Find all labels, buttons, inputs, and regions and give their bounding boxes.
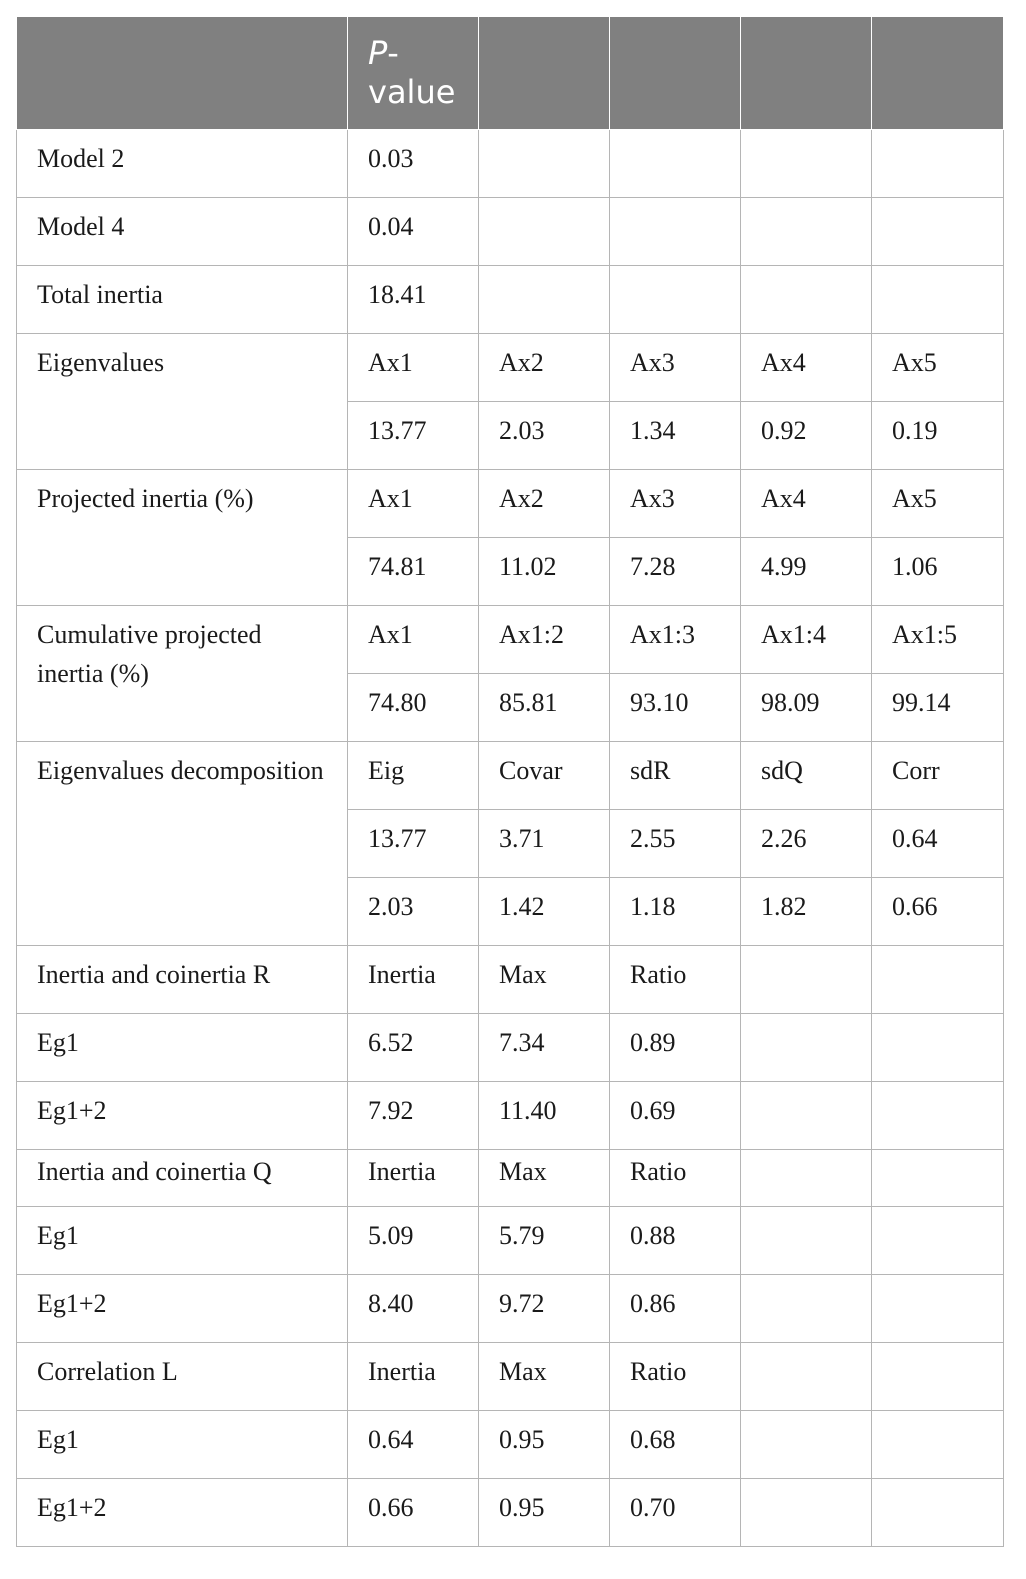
row-label: Eg1 (17, 1014, 348, 1082)
table-row (17, 1082, 1004, 1150)
empty-cell (741, 1479, 872, 1547)
empty-cell (872, 1411, 1004, 1479)
column-header: Corr (872, 742, 1004, 810)
cell-value: 74.80 (348, 674, 479, 742)
row-label: Eg1 (17, 1207, 348, 1275)
column-header: sdQ (741, 742, 872, 810)
header-cell (741, 17, 872, 130)
axis-header: Ax3 (610, 470, 741, 538)
empty-cell (872, 198, 1004, 266)
row-label: Correlation L (17, 1343, 348, 1411)
row-label: Eg1+2 (17, 1479, 348, 1547)
cell-value: 0.03 (348, 130, 479, 198)
axis-header: Ax1:4 (741, 606, 872, 674)
empty-cell (741, 130, 872, 198)
cell-value: 0.64 (872, 810, 1004, 878)
table-row (17, 1479, 1004, 1547)
empty-cell (479, 266, 610, 334)
empty-cell (872, 266, 1004, 334)
table-row (17, 470, 1004, 538)
column-header: sdR (610, 742, 741, 810)
column-header: Inertia (348, 1343, 479, 1411)
table-row (17, 266, 1004, 334)
cell-value: 0.92 (741, 402, 872, 470)
cell-value: 9.72 (479, 1275, 610, 1343)
cell-value: 13.77 (348, 402, 479, 470)
axis-header: Ax3 (610, 334, 741, 402)
table-row (17, 606, 1004, 674)
axis-header: Ax1:5 (872, 606, 1004, 674)
axis-header: Ax1 (348, 470, 479, 538)
cell-value: 0.86 (610, 1275, 741, 1343)
cell-value: 0.89 (610, 1014, 741, 1082)
empty-cell (872, 1207, 1004, 1275)
row-label: Eg1+2 (17, 1275, 348, 1343)
statistics-table (16, 16, 1004, 1547)
row-label: Eg1 (17, 1411, 348, 1479)
table-row (17, 1207, 1004, 1275)
header-pvalue (348, 17, 479, 130)
table-row (17, 1275, 1004, 1343)
cell-value: 2.03 (348, 878, 479, 946)
column-header: Ratio (610, 1343, 741, 1411)
table-row (17, 1411, 1004, 1479)
cell-value: 1.42 (479, 878, 610, 946)
axis-header: Ax1:2 (479, 606, 610, 674)
axis-header: Ax2 (479, 470, 610, 538)
cell-value: 4.99 (741, 538, 872, 606)
cell-value: 0.66 (872, 878, 1004, 946)
cell-value: 7.92 (348, 1082, 479, 1150)
cell-value: 99.14 (872, 674, 1004, 742)
empty-cell (741, 198, 872, 266)
table-row (17, 198, 1004, 266)
empty-cell (610, 198, 741, 266)
column-header: Max (479, 1343, 610, 1411)
cell-value: 0.19 (872, 402, 1004, 470)
empty-cell (741, 1014, 872, 1082)
axis-header: Ax5 (872, 334, 1004, 402)
row-label: Eigenvalues decomposition (17, 742, 348, 946)
axis-header: Ax4 (741, 470, 872, 538)
column-header: Covar (479, 742, 610, 810)
column-header: Inertia (348, 946, 479, 1014)
header-cell (479, 17, 610, 130)
empty-cell (741, 1082, 872, 1150)
cell-value: 0.69 (610, 1082, 741, 1150)
cell-value: 2.03 (479, 402, 610, 470)
empty-cell (741, 1207, 872, 1275)
row-label: Cumulative projected inertia (%) (17, 606, 348, 742)
axis-header: Ax5 (872, 470, 1004, 538)
cell-value: 1.18 (610, 878, 741, 946)
axis-header: Ax4 (741, 334, 872, 402)
cell-value: 5.09 (348, 1207, 479, 1275)
header-row (17, 17, 1004, 130)
cell-value: 85.81 (479, 674, 610, 742)
empty-cell (872, 1014, 1004, 1082)
cell-value: 2.55 (610, 810, 741, 878)
empty-cell (741, 1275, 872, 1343)
column-header: Max (479, 1150, 610, 1207)
cell-value: 2.26 (741, 810, 872, 878)
empty-cell (479, 130, 610, 198)
cell-value: 0.95 (479, 1479, 610, 1547)
table-row (17, 742, 1004, 810)
cell-value: 7.34 (479, 1014, 610, 1082)
cell-value: 98.09 (741, 674, 872, 742)
row-label: Inertia and coinertia R (17, 946, 348, 1014)
column-header: Ratio (610, 1150, 741, 1207)
column-header: Eig (348, 742, 479, 810)
row-label: Eigenvalues (17, 334, 348, 470)
table-row (17, 1150, 1004, 1207)
empty-cell (872, 1150, 1004, 1207)
empty-cell (741, 1343, 872, 1411)
cell-value: 3.71 (479, 810, 610, 878)
empty-cell (741, 1411, 872, 1479)
empty-cell (741, 946, 872, 1014)
cell-value: 0.88 (610, 1207, 741, 1275)
axis-header: Ax1 (348, 606, 479, 674)
cell-value: 1.06 (872, 538, 1004, 606)
cell-value: 0.95 (479, 1411, 610, 1479)
empty-cell (741, 1150, 872, 1207)
cell-value: 74.81 (348, 538, 479, 606)
row-label: Model 4 (17, 198, 348, 266)
empty-cell (610, 266, 741, 334)
row-label: Eg1+2 (17, 1082, 348, 1150)
empty-cell (741, 266, 872, 334)
cell-value: 18.41 (348, 266, 479, 334)
cell-value: 6.52 (348, 1014, 479, 1082)
pvalue-rest: -value (368, 34, 456, 111)
row-label: Inertia and coinertia Q (17, 1150, 348, 1207)
row-label: Model 2 (17, 130, 348, 198)
cell-value: 0.64 (348, 1411, 479, 1479)
table-row (17, 130, 1004, 198)
cell-value: 0.70 (610, 1479, 741, 1547)
cell-value: 5.79 (479, 1207, 610, 1275)
empty-cell (872, 1479, 1004, 1547)
cell-value: 7.28 (610, 538, 741, 606)
cell-value: 1.82 (741, 878, 872, 946)
row-label: Total inertia (17, 266, 348, 334)
empty-cell (610, 130, 741, 198)
header-cell (872, 17, 1004, 130)
column-header: Max (479, 946, 610, 1014)
axis-header: Ax1:3 (610, 606, 741, 674)
row-label: Projected inertia (%) (17, 470, 348, 606)
axis-header: Ax2 (479, 334, 610, 402)
column-header: Ratio (610, 946, 741, 1014)
table-row (17, 1014, 1004, 1082)
cell-value: 11.02 (479, 538, 610, 606)
empty-cell (872, 1343, 1004, 1411)
table-row (17, 1343, 1004, 1411)
cell-value: 1.34 (610, 402, 741, 470)
axis-header: Ax1 (348, 334, 479, 402)
table-row (17, 334, 1004, 402)
empty-cell (872, 1275, 1004, 1343)
column-header: Inertia (348, 1150, 479, 1207)
empty-cell (479, 198, 610, 266)
cell-value: 8.40 (348, 1275, 479, 1343)
cell-value: 0.04 (348, 198, 479, 266)
cell-value: 13.77 (348, 810, 479, 878)
empty-cell (872, 1082, 1004, 1150)
pvalue-italic: P (368, 34, 388, 72)
header-cell (610, 17, 741, 130)
cell-value: 0.68 (610, 1411, 741, 1479)
cell-value: 93.10 (610, 674, 741, 742)
cell-value: 11.40 (479, 1082, 610, 1150)
header-cell (17, 17, 348, 130)
empty-cell (872, 130, 1004, 198)
table-row (17, 946, 1004, 1014)
cell-value: 0.66 (348, 1479, 479, 1547)
empty-cell (872, 946, 1004, 1014)
